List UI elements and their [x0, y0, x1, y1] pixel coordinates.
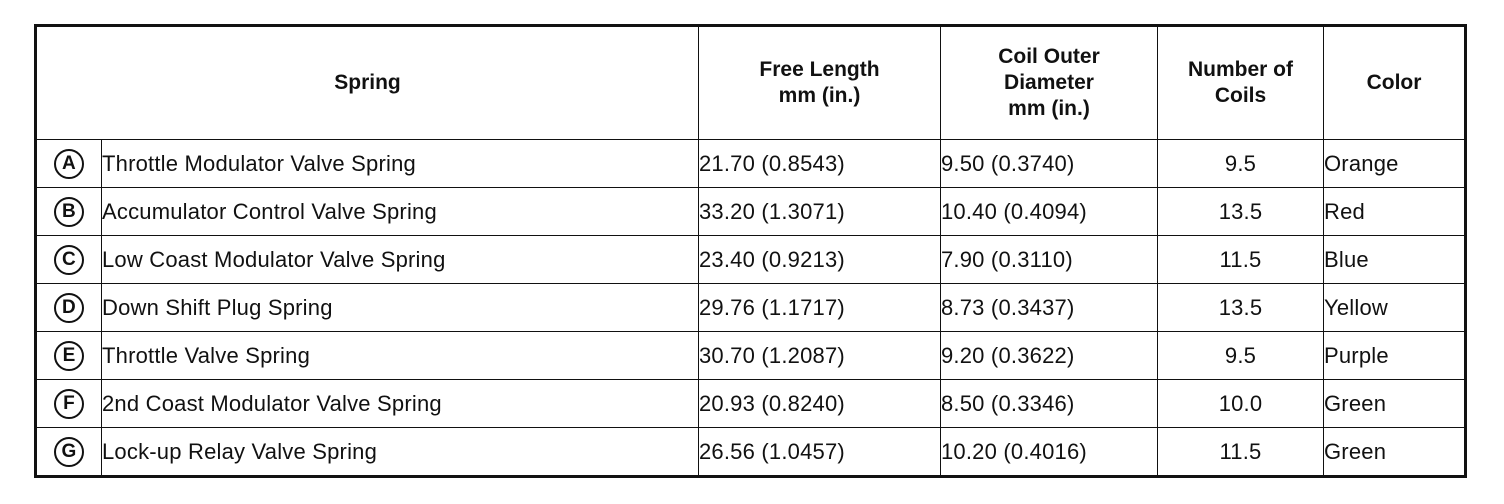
- diameter-value: 9.20 (0.3622): [941, 332, 1158, 380]
- header-free-length: [699, 26, 941, 140]
- diameter-value: 8.73 (0.3437): [941, 284, 1158, 332]
- header-spring-label: Spring: [334, 70, 401, 94]
- color-value: Purple: [1324, 332, 1466, 380]
- circled-letter: B: [54, 197, 84, 227]
- header-coils-line-1: Number of: [1188, 57, 1293, 81]
- header-free-length-line-2: mm (in.): [778, 84, 861, 107]
- circled-letter: A: [54, 149, 84, 179]
- color-value: Green: [1324, 380, 1466, 428]
- header-coil-outer-diameter: [941, 26, 1158, 140]
- free-length-value: 26.56 (1.0457): [699, 428, 941, 477]
- header-coils-line-2: Coils: [1214, 84, 1267, 107]
- header-color: [1324, 26, 1466, 140]
- circled-letter: F: [54, 389, 84, 419]
- header-spring: [36, 26, 699, 140]
- free-length-value: 29.76 (1.1717): [699, 284, 941, 332]
- coils-value: 11.5: [1158, 428, 1324, 477]
- color-value: Green: [1324, 428, 1466, 477]
- circled-letter: D: [54, 293, 84, 323]
- coils-value: 11.5: [1158, 236, 1324, 284]
- free-length-value: 30.70 (1.2087): [699, 332, 941, 380]
- spring-name: 2nd Coast Modulator Valve Spring: [102, 380, 699, 428]
- spring-name: Throttle Valve Spring: [102, 332, 699, 380]
- free-length-value: 20.93 (0.8240): [699, 380, 941, 428]
- color-value: Yellow: [1324, 284, 1466, 332]
- free-length-value: 33.20 (1.3071): [699, 188, 941, 236]
- coils-value: 13.5: [1158, 188, 1324, 236]
- circled-letter: C: [54, 245, 84, 275]
- header-color-label: Color: [1366, 70, 1422, 94]
- table-row: [36, 236, 1466, 284]
- table-row: [36, 380, 1466, 428]
- row-letter-cell: [36, 188, 102, 236]
- color-value: Orange: [1324, 140, 1466, 188]
- color-value: Blue: [1324, 236, 1466, 284]
- coils-value: 9.5: [1158, 140, 1324, 188]
- header-diameter-line-1: Coil Outer: [998, 44, 1100, 68]
- table-row: [36, 332, 1466, 380]
- row-letter-cell: [36, 332, 102, 380]
- table-row: [36, 428, 1466, 477]
- row-letter-cell: [36, 236, 102, 284]
- color-value: Red: [1324, 188, 1466, 236]
- spring-name: Lock-up Relay Valve Spring: [102, 428, 699, 477]
- row-letter-cell: [36, 428, 102, 477]
- row-letter-cell: [36, 140, 102, 188]
- table-row: [36, 188, 1466, 236]
- free-length-value: 21.70 (0.8543): [699, 140, 941, 188]
- spring-name: Down Shift Plug Spring: [102, 284, 699, 332]
- circled-letter: G: [54, 437, 84, 467]
- header-free-length-line-1: Free Length: [759, 57, 880, 81]
- header-number-of-coils: [1158, 26, 1324, 140]
- header-diameter-line-2: Diameter: [1004, 70, 1094, 94]
- diameter-value: 8.50 (0.3346): [941, 380, 1158, 428]
- coils-value: 10.0: [1158, 380, 1324, 428]
- diameter-value: 9.50 (0.3740): [941, 140, 1158, 188]
- diameter-value: 7.90 (0.3110): [941, 236, 1158, 284]
- free-length-value: 23.40 (0.9213): [699, 236, 941, 284]
- table-row: [36, 140, 1466, 188]
- circled-letter: E: [54, 341, 84, 371]
- spring-name: Accumulator Control Valve Spring: [102, 188, 699, 236]
- row-letter-cell: [36, 284, 102, 332]
- coils-value: 13.5: [1158, 284, 1324, 332]
- header-diameter-line-3: mm (in.): [1008, 97, 1090, 121]
- spring-spec-table: [34, 24, 1467, 478]
- diameter-value: 10.40 (0.4094): [941, 188, 1158, 236]
- table-row: [36, 284, 1466, 332]
- coils-value: 9.5: [1158, 332, 1324, 380]
- diameter-value: 10.20 (0.4016): [941, 428, 1158, 477]
- spring-name: Low Coast Modulator Valve Spring: [102, 236, 699, 284]
- spring-name: Throttle Modulator Valve Spring: [102, 140, 699, 188]
- header-row: [36, 26, 1466, 140]
- row-letter-cell: [36, 380, 102, 428]
